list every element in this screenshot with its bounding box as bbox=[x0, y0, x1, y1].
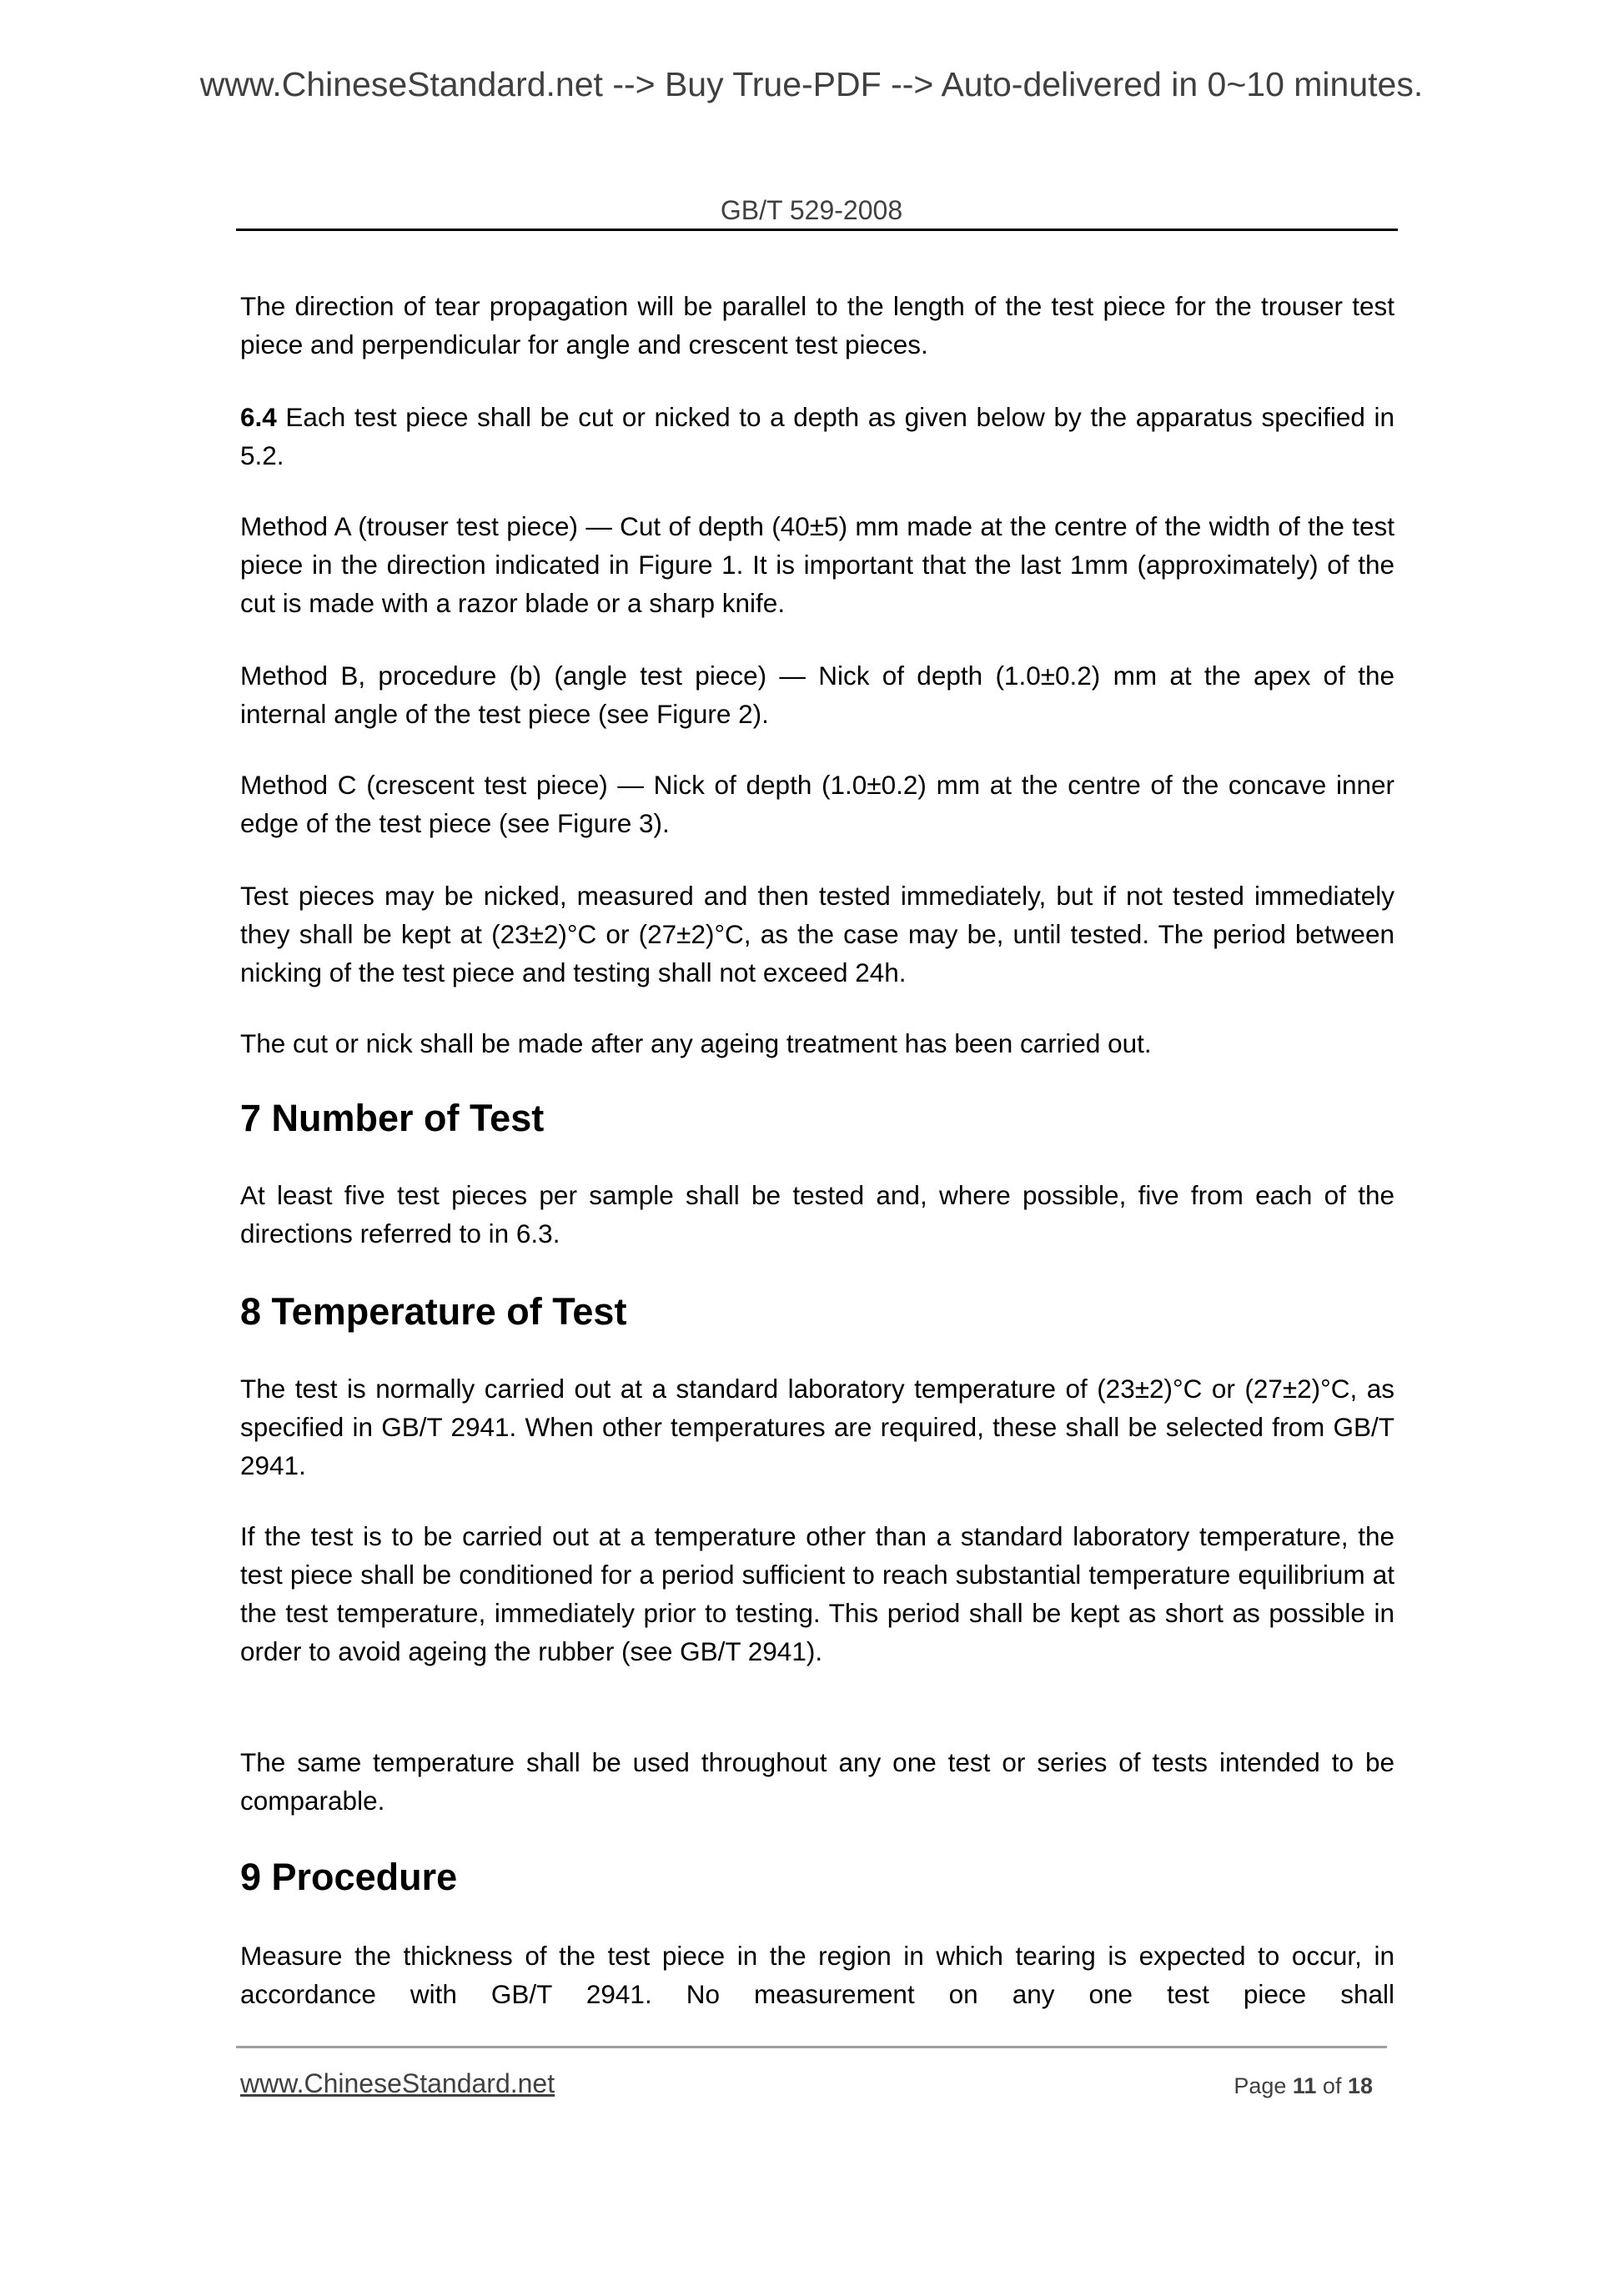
paragraph: At least five test pieces per sample shall be tested and, where possible, five from each of the directions referred to in 6.3. bbox=[240, 1180, 1394, 1248]
footer-website-link[interactable]: www.ChineseStandard.net bbox=[240, 2068, 555, 2098]
section-heading-7: 7 Number of Test bbox=[240, 1097, 545, 1139]
paragraph: Each test piece shall be cut or nicked to a depth as given below by the apparatus specified in 5.2. bbox=[240, 402, 1394, 470]
paragraph: Method C (crescent test piece) — Nick of depth (1.0±0.2) mm at the centre of the concave inner edge of the test piece (see Figure 3). bbox=[240, 770, 1394, 838]
total-pages: 18 bbox=[1347, 2073, 1373, 2098]
page-number bbox=[1234, 2073, 1373, 2099]
paragraph: Method B, procedure (b) (angle test piece) — Nick of depth (1.0±0.2) mm at the apex of the internal angle of the test piece (see Figure 2). bbox=[240, 661, 1394, 729]
paragraph: Method A (trouser test piece) — Cut of depth (40±5) mm made at the centre of the width of the test piece in the direction indicated in Figure 1. It is important that the last 1mm (approximately) of the cut is made with a razor blade or a sharp knife. bbox=[240, 511, 1394, 618]
page-of-label: of bbox=[1316, 2073, 1348, 2098]
clause-6-4 bbox=[240, 398, 1394, 475]
paragraph: The direction of tear propagation will be parallel to the length of the test piece for the trouser test piece and perpendicular for angle and crescent test pieces. bbox=[240, 291, 1394, 359]
document-code: GB/T 529-2008 bbox=[720, 195, 903, 225]
paragraph: Measure the thickness of the test piece in the region in which tearing is expected to occur, in accordance with GB/T 2941. No measurement on any one test piece shall bbox=[240, 1941, 1394, 2009]
clause-number: 6.4 bbox=[240, 402, 277, 432]
paragraph: The test is normally carried out at a standard laboratory temperature of (23±2)°C or (27±2)°C, as specified in GB/T 2941. When other temperatures are required, these shall be selected from GB/T 2941. bbox=[240, 1374, 1394, 1480]
section-heading-8: 8 Temperature of Test bbox=[240, 1290, 627, 1333]
paragraph: If the test is to be carried out at a temperature other than a standard laboratory temperature, the test piece shall be conditioned for a period sufficient to reach substantial temperature equilibrium at the test temperature, immediately prior to testing. This period shall be kept as short as possible in order to avoid ageing the rubber (see GB/T 2941). bbox=[240, 1521, 1394, 1666]
footer-divider bbox=[236, 2046, 1387, 2048]
header-divider bbox=[236, 229, 1398, 231]
promo-banner: www.ChineseStandard.net --> Buy True-PDF --> Auto-delivered in 0~10 minutes. bbox=[199, 65, 1424, 103]
paragraph: The cut or nick shall be made after any ageing treatment has been carried out. bbox=[240, 1028, 1152, 1058]
paragraph: The same temperature shall be used throughout any one test or series of tests intended to be comparable. bbox=[240, 1747, 1394, 1816]
paragraph: Test pieces may be nicked, measured and then tested immediately, but if not tested immediately they shall be kept at (23±2)°C or (27±2)°C, as the case may be, until tested. The period between nicking of the test piece and testing shall not exceed 24h. bbox=[240, 881, 1394, 987]
section-heading-9: 9 Procedure bbox=[240, 1856, 458, 1898]
page-label: Page bbox=[1234, 2073, 1293, 2098]
current-page: 11 bbox=[1292, 2073, 1317, 2098]
